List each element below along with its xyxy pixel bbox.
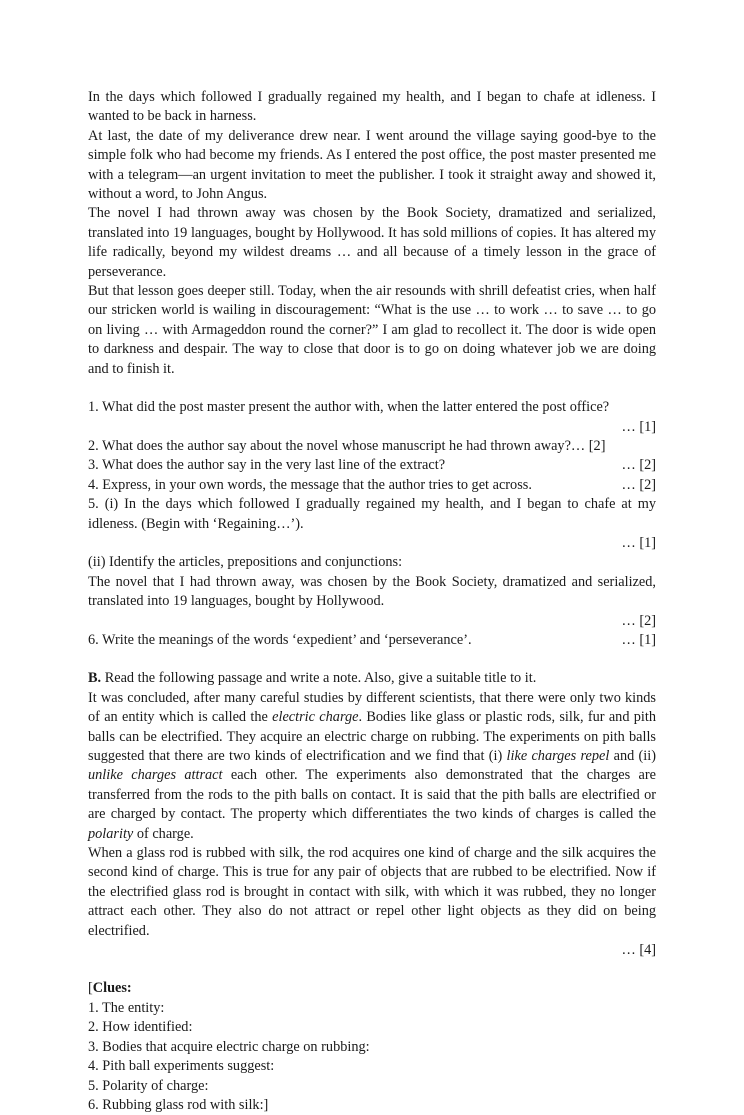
question-1-text: 1. What did the post master present the author with, when the latter entered the post office? (88, 399, 610, 416)
question-6 (88, 631, 656, 650)
question-1-marks: … [1] (621, 418, 656, 435)
question-5-part-ii-prompt (88, 553, 656, 572)
question-6-text: 6. Write the meanings of the words ‘expedient’ and ‘perseverance’. (88, 631, 472, 648)
question-4-marks: … [2] (621, 476, 656, 493)
clues-open-bracket: [ (88, 980, 93, 997)
passage-paragraph-3: The novel I had thrown away was chosen by the Book Society, dramatized and serialized, translated into 19 languages, bought by Hollywood. It has sold millions of copies. It has altered my life radically, beyond my wildest dreams … and all because of a timely lesson in the grace of perseverance. (88, 205, 656, 280)
section-b-marks: … [4] (621, 942, 656, 959)
sb-p1-seg2: . Bodies like glass or plastic rods, silk, fur and pith balls can be electrified. They acquire an electric charge on rubbing. The experiments on pith balls suggested that there are two kinds of electrification and we find that (i) (88, 709, 657, 764)
question-4-text: 4. Express, in your own words, the message that the author tries to get across. (88, 476, 532, 493)
clue-item-5: 5. Polarity of charge: (88, 1077, 209, 1094)
clues-heading-label: Clues: (92, 980, 132, 997)
section-b-label: B. (88, 670, 102, 687)
clue-item-1: 1. The entity: (88, 999, 165, 1016)
sb-p1-seg5: of charge. (133, 825, 194, 842)
clue-item-3: 3. Bodies that acquire electric charge on rubbing: (88, 1038, 370, 1055)
clue-item-2: 2. How identified: (88, 1019, 193, 1036)
question-5-part-ii-text: The novel that I had thrown away, was chosen by the Book Society, dramatized and serialized, translated into 19 languages, bought by Hollywood. (88, 573, 656, 610)
question-5-part-i-text: 5. (i) In the days which followed I gradually regained my health, and I began to chafe at my idleness. (Begin with ‘Regaining…’). (88, 496, 656, 532)
section-b-instruction-text: Read the following passage and write a note. Also, give a suitable title to it. (101, 670, 537, 687)
clue-item-6: 6. Rubbing glass rod with silk:] (88, 1096, 269, 1113)
question-1 (88, 398, 656, 437)
question-3-marks: … [2] (621, 457, 656, 474)
question-5-part-ii-marks: … [2] (621, 612, 656, 629)
question-4 (88, 476, 656, 495)
sb-p1-italic-polarity: polarity (88, 825, 134, 842)
question-3-text: 3. What does the author say in the very last line of the extract? (88, 457, 446, 474)
passage-paragraph-4: But that lesson goes deeper still. Today, when the air resounds with shrill defeatist cries, when half our stricken world is wailing in discouragement: “What is the use … to work … to save … to go on living … with Armageddon round the corner?” I am glad to recollect it. The door is wide open to darkness and despair. The way to close that door is to go on doing whatever job we are doing and to finish it. (88, 283, 656, 377)
question-6-marks: … [1] (621, 631, 656, 648)
section-spacer-1 (88, 379, 656, 398)
question-2 (88, 437, 656, 456)
sb-p1-seg1: It was concluded, after many careful studies by different scientists, that there were only two kinds of an entity which is called the (88, 689, 656, 726)
question-5-part-ii-prompt-text: (ii) Identify the articles, prepositions and conjunctions: (88, 554, 403, 571)
sb-p1-italic-electric-charge: electric charge (272, 709, 359, 726)
section-spacer-2 (88, 650, 656, 669)
section-spacer-3 (88, 960, 656, 979)
question-5-part-i-marks: … [1] (621, 534, 656, 551)
question-2-text: 2. What does the author say about the novel whose manuscript he had thrown away? (88, 437, 571, 454)
sb-p1-seg3: and (ii) (609, 748, 656, 764)
question-3 (88, 456, 656, 475)
document-content (88, 88, 656, 1115)
question-2-marks: … [2] (570, 437, 606, 454)
passage-paragraph-1: In the days which followed I gradually regained my health, and I began to chafe at idleness. I wanted to be back in harness. (88, 89, 656, 125)
passage-paragraph-2: At last, the date of my deliverance drew near. I went around the village saying good-bye to the simple folk who had become my friends. As I entered the post office, the post master presented me with a telegram—an urgent invitation to meet the publisher. I took it straight away and showed it, without a word, to John Angus. (88, 127, 656, 203)
section-b-instruction (88, 669, 656, 688)
sb-p1-italic-unlike-charges-attract: unlike charges attract (88, 767, 223, 784)
sb-p1-italic-like-charges-repel: like charges repel (506, 748, 610, 764)
clue-item-4: 4. Pith ball experiments suggest: (88, 1058, 275, 1075)
clues-heading (88, 979, 656, 998)
section-b-paragraph-2: When a glass rod is rubbed with silk, the rod acquires one kind of charge and the silk acquires the second kind of charge. This is true for any pair of objects that are rubbed to be electrified. Now if the electrified glass rod is brought in contact with silk, with which it was rubbed, they no longer attract each other. They also do not attract or repel other light objects as they did on being electrified. (88, 845, 656, 939)
question-5-part-i (88, 495, 656, 553)
sb-p1-seg4: each other. The experiments also demonstrated that the charges are transferred from the rods to the pith balls on contact. It is said that the pith balls are electrified or are charged by contact. The property which differentiates the two kinds of charges is called the (88, 767, 656, 823)
section-b-paragraph-1 (88, 689, 656, 844)
question-5-part-ii (88, 573, 656, 631)
